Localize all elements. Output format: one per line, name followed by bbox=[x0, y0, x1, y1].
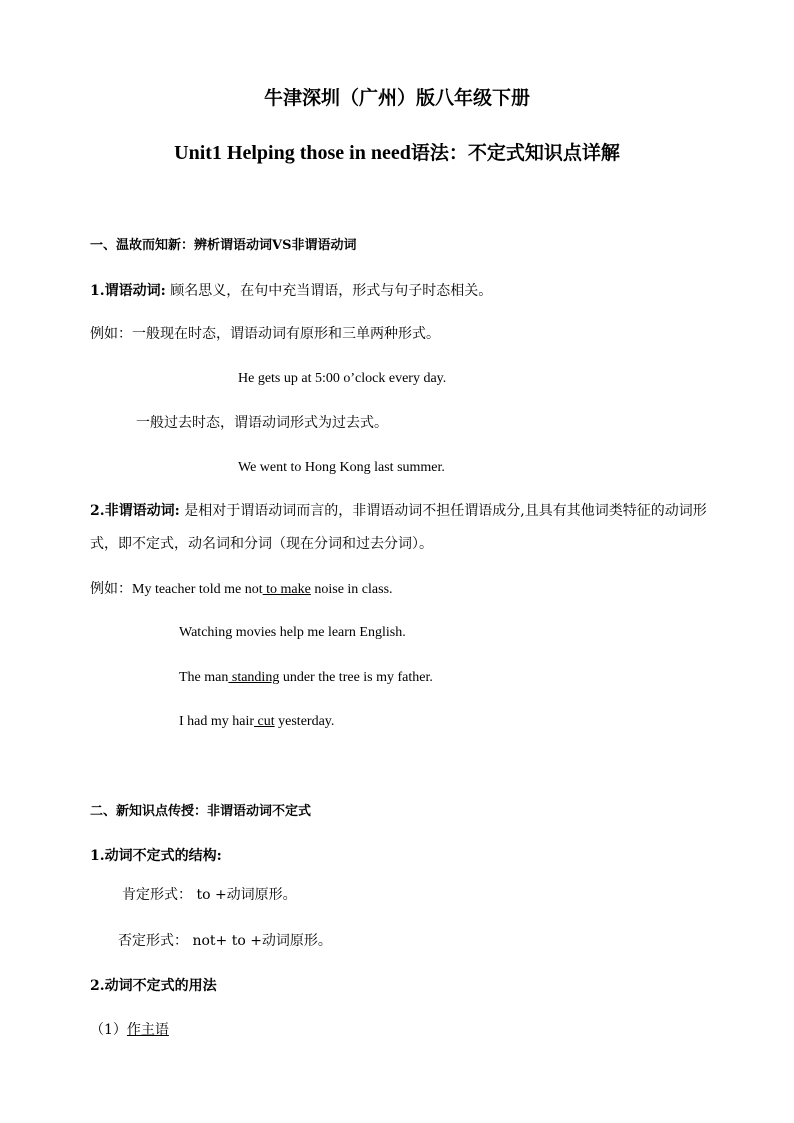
affirmative-form: 肯定形式： to +动词原形。 bbox=[122, 887, 297, 903]
example3-underlined: to make bbox=[262, 582, 311, 597]
past-tense-note: 一般过去时态，谓语动词形式为过去式。 bbox=[136, 415, 388, 431]
subsection-1 bbox=[90, 1020, 169, 1040]
item1-label: 1.谓语动词: bbox=[90, 283, 166, 299]
section1-item1 bbox=[90, 281, 492, 301]
item2-label: 2.非谓语动词: bbox=[90, 503, 180, 519]
section2-item1: 1.动词不定式的结构: bbox=[90, 848, 222, 864]
subsection-1-number: （1） bbox=[90, 1022, 127, 1038]
subsection-1-label: 作主语 bbox=[126, 1022, 169, 1038]
document-title: 牛津深圳（广州）版八年级下册 bbox=[263, 87, 530, 109]
example-sentence-6 bbox=[179, 712, 334, 732]
example-sentence-2: We went to Hong Kong last summer. bbox=[238, 460, 445, 475]
example3-text-a: My teacher told me not bbox=[132, 582, 263, 597]
example3-text-b: noise in class. bbox=[310, 582, 393, 597]
item1-text: 顾名思义，在句中充当谓语，形式与句子时态相关。 bbox=[165, 283, 493, 299]
section2-heading: 二、新知识点传授：非谓语动词不定式 bbox=[90, 804, 312, 819]
example-sentence-1: He gets up at 5:00 o’clock every day. bbox=[238, 371, 447, 386]
example3-prefix: 例如： bbox=[90, 581, 132, 597]
example-sentence-3 bbox=[90, 579, 393, 600]
example6-text-a: I had my hair bbox=[179, 714, 255, 729]
document-subtitle bbox=[0, 141, 794, 165]
example-sentence-4: Watching movies help me learn English. bbox=[179, 625, 406, 640]
example5-text-a: The man bbox=[179, 670, 229, 685]
section2-item2: 2.动词不定式的用法 bbox=[90, 978, 217, 994]
section1-heading: 一、温故而知新：辨析谓语动词VS非谓语动词 bbox=[90, 238, 357, 253]
subtitle-chinese: 语法：不定式知识点详解 bbox=[410, 142, 620, 164]
example6-underlined: cut bbox=[254, 714, 275, 729]
example6-text-b: yesterday. bbox=[274, 714, 335, 729]
item2-text: 是相对于谓语动词而言的，非谓语动词不担任谓语成分,且具有其他词类特征的动词形式，即不定式，动名词和分词（现在分词和过去分词）。 bbox=[90, 503, 707, 552]
example-sentence-5 bbox=[179, 668, 433, 688]
example5-text-b: under the tree is my father. bbox=[279, 670, 433, 685]
example5-underlined: standing bbox=[228, 670, 280, 685]
section1-item2 bbox=[90, 495, 710, 561]
negative-form: 否定形式： not+ to +动词原形。 bbox=[118, 933, 332, 949]
example-intro: 例如：一般现在时态，谓语动词有原形和三单两种形式。 bbox=[90, 326, 440, 342]
subtitle-english: Unit1 Helping those in need bbox=[174, 142, 411, 164]
